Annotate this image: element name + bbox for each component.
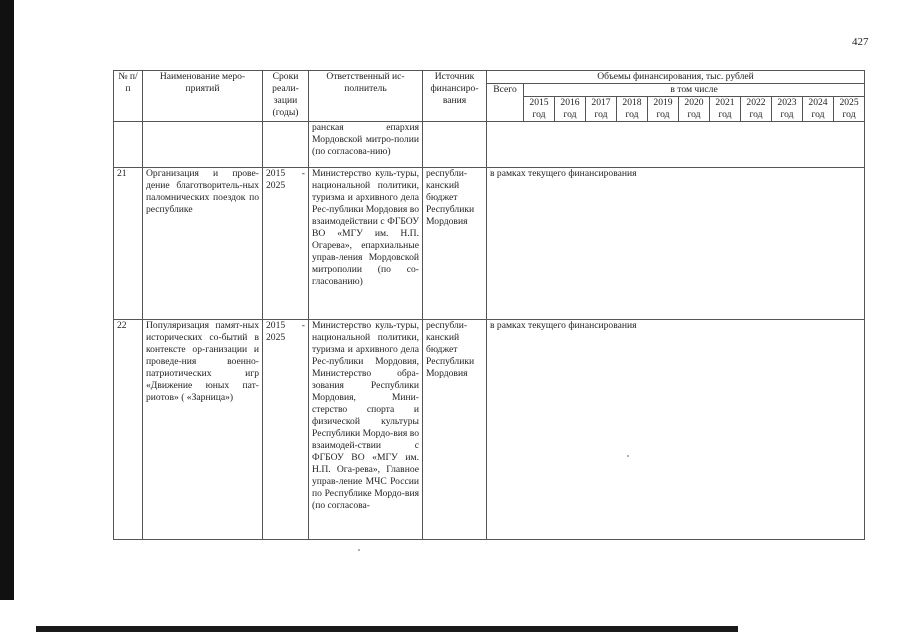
year-label: 2018 <box>622 97 642 108</box>
header-year-2023 <box>772 97 803 122</box>
implementation-terms <box>263 122 309 168</box>
header-responsible: Ответственный ис-полнитель <box>309 71 423 122</box>
funding-source <box>423 122 487 168</box>
year-label: 2020 <box>684 97 704 108</box>
header-year-2016 <box>555 97 586 122</box>
header-year-2015 <box>524 97 555 122</box>
year-label: 2016 <box>560 97 580 108</box>
year-unit-label: год <box>563 109 577 120</box>
funding-note: в рамках текущего финансирования <box>487 168 865 320</box>
scan-bottom-bar <box>36 626 738 632</box>
scan-speck <box>627 455 629 457</box>
header-year-2019 <box>648 97 679 122</box>
year-unit-label: год <box>842 109 856 120</box>
year-unit-label: год <box>656 109 670 120</box>
header-total: Всего <box>487 84 524 122</box>
funding-source: республи-канский бюджет Республики Мордовия <box>423 320 487 540</box>
table-body <box>114 122 865 540</box>
year-label: 2025 <box>839 97 859 108</box>
header-num: № п/п <box>114 71 143 122</box>
responsible-executor: Министерство куль-туры, национальной политики, туризма и архивного дела Рес-публики Мордовия во взаимодействии с ФГБОУ ВО «МГУ им. Н.П. Огарева», епархиальные управ-ления Мордовской митрополии (по со-гласованию) <box>309 168 423 320</box>
implementation-terms: 2015 - 2025 <box>263 168 309 320</box>
header-name: Наименование меро-приятий <box>143 71 263 122</box>
year-label: 2023 <box>777 97 797 108</box>
year-unit-label: год <box>625 109 639 120</box>
header-funding: Объемы финансирования, тыс. рублей <box>487 71 865 84</box>
year-label: 2021 <box>715 97 735 108</box>
row-number: 21 <box>114 168 143 320</box>
year-unit-label: год <box>718 109 732 120</box>
year-unit-label: год <box>749 109 763 120</box>
year-label: 2017 <box>591 97 611 108</box>
funding-plan-table <box>113 70 865 540</box>
header-year-2017 <box>586 97 617 122</box>
row-number: 22 <box>114 320 143 540</box>
table-row <box>114 168 865 320</box>
scan-speck <box>358 549 360 551</box>
year-label: 2019 <box>653 97 673 108</box>
year-unit-label: год <box>687 109 701 120</box>
year-unit-label: год <box>594 109 608 120</box>
year-unit-label: год <box>532 109 546 120</box>
responsible-executor: ранская епархия Мордовской митро-полии (по согласова-нию) <box>309 122 423 168</box>
header-year-2022 <box>741 97 772 122</box>
funding-note <box>487 122 865 168</box>
header-year-2021 <box>710 97 741 122</box>
row-number <box>114 122 143 168</box>
table-row <box>114 122 865 168</box>
header-source: Источник финансиро-вания <box>423 71 487 122</box>
scan-edge-bar <box>0 0 14 600</box>
header-year-2018 <box>617 97 648 122</box>
funding-source: республи-канский бюджет Республики Мордовия <box>423 168 487 320</box>
year-unit-label: год <box>811 109 825 120</box>
funding-note: в рамках текущего финансирования <box>487 320 865 540</box>
header-year-2025 <box>834 97 865 122</box>
year-label: 2024 <box>808 97 828 108</box>
year-label: 2022 <box>746 97 766 108</box>
implementation-terms: 2015 - 2025 <box>263 320 309 540</box>
table-header <box>114 71 865 122</box>
activity-name <box>143 122 263 168</box>
header-year-2024 <box>803 97 834 122</box>
table-row <box>114 320 865 540</box>
year-unit-label: год <box>780 109 794 120</box>
page-number: 427 <box>852 36 869 48</box>
activity-name: Популяризация памят-ных исторических со-бытий в контексте ор-ганизации и проведе-ния военно-патриотических игр «Движение юных пат-риотов» ( «Зарница») <box>143 320 263 540</box>
header-including: в том числе <box>524 84 865 97</box>
activity-name: Организация и прове-дение благотворитель-ных паломнических поездок по республике <box>143 168 263 320</box>
header-year-2020 <box>679 97 710 122</box>
header-terms: Сроки реали-зации (годы) <box>263 71 309 122</box>
year-label: 2015 <box>529 97 549 108</box>
responsible-executor: Министерство куль-туры, национальной политики, туризма и архивного дела Рес-публики Мордовия, Министерство обра-зования Республики Мордовия, Мини-стерство спорта и физической культуры Республики Мордо-вия во взаимодей-ствии с ФГБОУ ВО «МГУ им. Н.П. Ога-рева», Главное управ-ление МЧС России по Республике Мордо-вия (по согласова- <box>309 320 423 540</box>
